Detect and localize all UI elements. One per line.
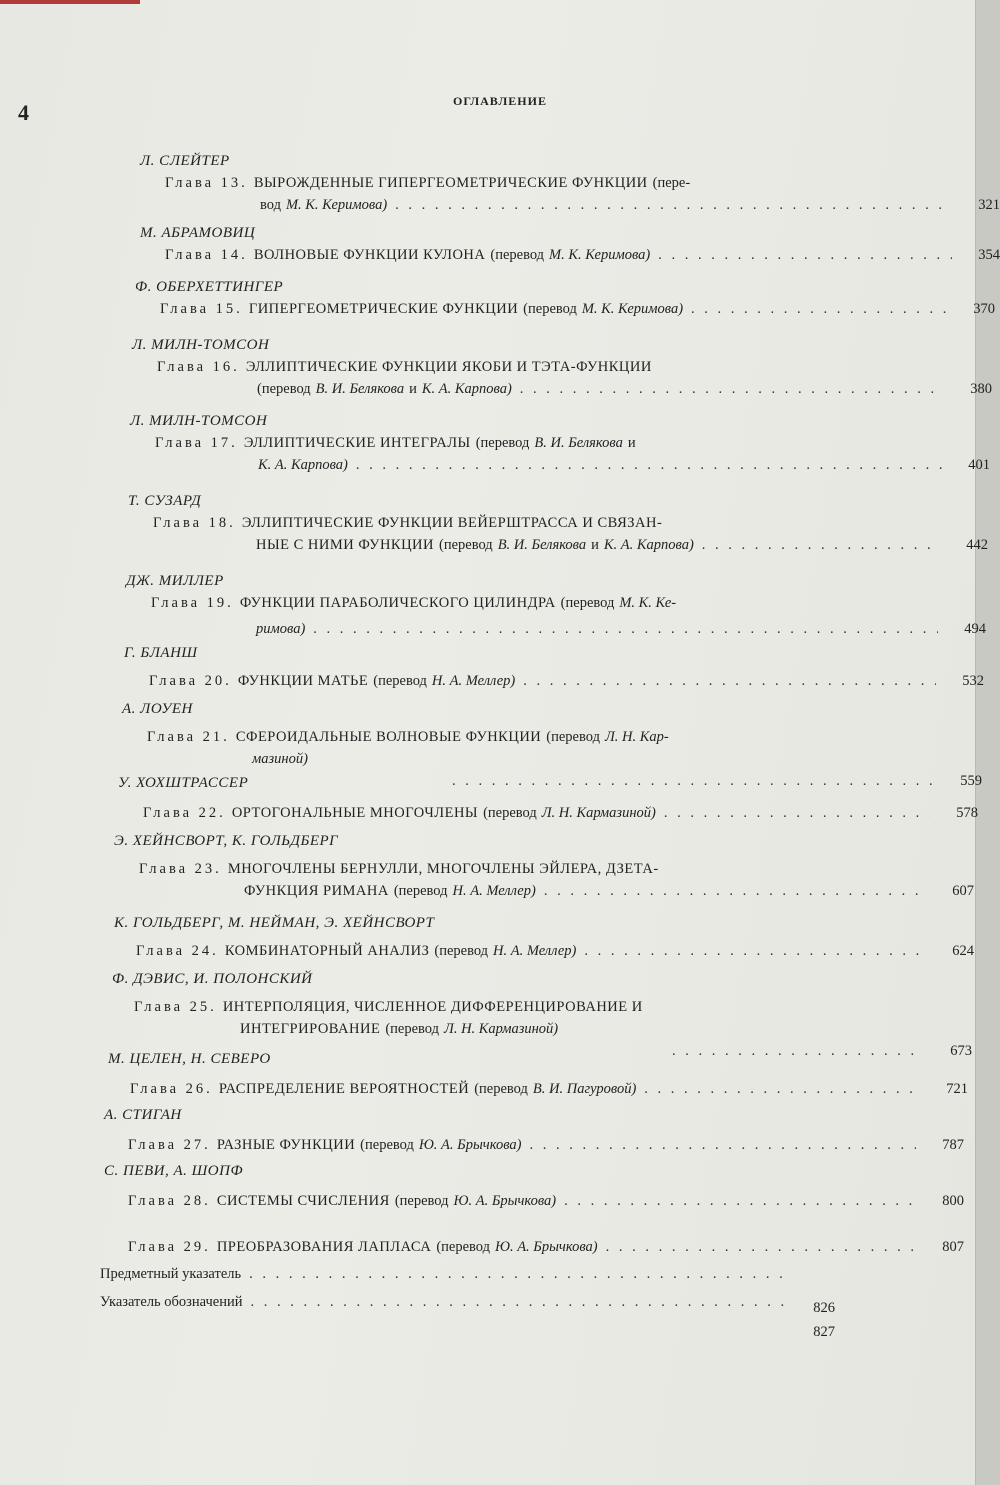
chapter-title: ВОЛНОВЫЕ ФУНКЦИИ КУЛОНА (253, 247, 486, 263)
chapter-title: ЭЛЛИПТИЧЕСКИЕ ИНТЕГРАЛЫ (243, 435, 471, 451)
chapter-title: ФУНКЦИИ ПАРАБОЛИЧЕСКОГО ЦИЛИНДРА (239, 595, 556, 611)
translator: (перевод (393, 883, 448, 899)
chapter-label: Глава 25. (134, 999, 217, 1015)
chapter-label: Глава 27. (128, 1137, 211, 1153)
translator-name: К. А. Карпова) (421, 381, 512, 397)
toc-entry-20[interactable] (124, 642, 984, 692)
page-ref: 827 (813, 1324, 835, 1340)
translator: (перевод (475, 435, 530, 451)
page-ref: 321 (978, 197, 1000, 213)
page-ref: 354 (978, 247, 1000, 263)
translator-name: мазиной) (252, 751, 308, 767)
page-ref: 721 (946, 1081, 968, 1097)
chapter-title: ФУНКЦИИ МАТЬЕ (237, 673, 369, 689)
translator: (перевод (560, 595, 615, 611)
page-ref: 401 (968, 457, 990, 473)
chapter-title: ГИПЕРГЕОМЕТРИЧЕСКИЕ ФУНКЦИИ (248, 301, 519, 317)
entry-author: К. ГОЛЬДБЕРГ, М. НЕЙМАН, Э. ХЕЙНСВОРТ (114, 915, 435, 931)
translator-name: К. А. Карпова) (603, 537, 694, 553)
toc-entry-26[interactable] (108, 1048, 968, 1100)
entry-author: Л. МИЛН-ТОМСОН (130, 413, 268, 429)
entry-author: А. ЛОУЕН (122, 701, 193, 717)
page-ref: 380 (970, 381, 992, 397)
chapter-label: Глава 28. (128, 1193, 211, 1209)
toc-entry-15[interactable] (135, 276, 995, 320)
page-ref: 532 (962, 673, 984, 689)
translator-name: М. К. Керимова) (581, 301, 684, 317)
translator: (перевод (373, 673, 427, 689)
entry-author: У. ХОХШТРАССЕР (118, 775, 249, 791)
page-ref: 370 (973, 301, 995, 317)
translator-name: Н. А. Меллер) (452, 883, 536, 899)
chapter-label: Глава 13. (165, 175, 248, 191)
chapter-label: Глава 14. (165, 247, 248, 263)
chapter-title: ПРЕОБРАЗОВАНИЯ ЛАПЛАСА (216, 1239, 432, 1255)
toc-entry-19[interactable] (126, 570, 986, 640)
toc-entry-18[interactable] (128, 490, 988, 556)
translator: (перевод (523, 301, 577, 317)
translator-name: К. А. Карпова) (258, 457, 348, 473)
translator-name: М. К. Ке- (619, 595, 677, 611)
translator-name: Н. А. Меллер) (431, 673, 516, 689)
page-ref: 826 (813, 1300, 835, 1316)
entry-author: М. ЦЕЛЕН, Н. СЕВЕРО (108, 1051, 271, 1067)
translator-name: Ю. А. Брычкова) (453, 1193, 557, 1209)
toc-entry-22[interactable] (118, 772, 978, 824)
translator: (перевод (394, 1193, 449, 1209)
page-ref: 559 (960, 773, 982, 789)
translator: (перевод (434, 943, 489, 959)
translator-name: В. И. Белякова (315, 381, 405, 397)
chapter-title: РАЗНЫЕ ФУНКЦИИ (216, 1137, 356, 1153)
entry-author: С. ПЕВИ, А. ШОПФ (104, 1163, 244, 1179)
chapter-title: МНОГОЧЛЕНЫ БЕРНУЛЛИ, МНОГОЧЛЕНЫ ЭЙЛЕРА, ДЗЕТА- (227, 861, 659, 877)
toc-entry-17[interactable] (130, 410, 990, 476)
translator-name: В. И. Белякова (534, 435, 623, 451)
chapter-label: Глава 26. (130, 1081, 213, 1097)
translator-and: и (627, 435, 636, 451)
entry-author: Л. СЛЕЙТЕР (140, 153, 230, 169)
entry-author: Ф. ДЭВИС, И. ПОЛОНСКИЙ (112, 971, 313, 987)
translator: (перевод (360, 1137, 414, 1153)
chapter-title-cont: НЫЕ С НИМИ ФУНКЦИИ (256, 537, 435, 553)
entry-author: М. АБРАМОВИЦ (140, 225, 256, 241)
chapter-label: Глава 16. (157, 359, 240, 375)
chapter-title: ЭЛЛИПТИЧЕСКИЕ ФУНКЦИИ ЯКОБИ И ТЭТА-ФУНКЦИИ (245, 359, 652, 375)
translator: (перевод (474, 1081, 528, 1097)
entry-author: Г. БЛАНШ (124, 645, 198, 661)
chapter-label: Глава 18. (153, 515, 236, 531)
subject-index-label: Предметный указатель (100, 1266, 242, 1282)
entry-author: Э. ХЕЙНСВОРТ, К. ГОЛЬДБЕРГ (114, 833, 339, 849)
chapter-title: ОРТОГОНАЛЬНЫЕ МНОГОЧЛЕНЫ (231, 805, 479, 821)
chapter-label: Глава 21. (147, 729, 230, 745)
notation-index-entry[interactable] (100, 1294, 835, 1340)
translator-name: Н. А. Меллер) (493, 943, 577, 959)
translator: вод (260, 197, 281, 213)
chapter-title: ИНТЕРПОЛЯЦИЯ, ЧИСЛЕННОЕ ДИФФЕРЕНЦИРОВАНИЕ И (222, 999, 643, 1015)
entry-author: А. СТИГАН (104, 1107, 182, 1123)
translator-name: Л. Н. Кармазиной) (541, 805, 656, 821)
page-ref: 787 (942, 1137, 964, 1153)
chapter-label: Глава 19. (151, 595, 234, 611)
translator-name: Л. Н. Кар- (604, 729, 669, 745)
chapter-title: СИСТЕМЫ СЧИСЛЕНИЯ (216, 1193, 390, 1209)
notation-index-label: Указатель обозначений (100, 1294, 243, 1310)
entry-author: ДЖ. МИЛЛЕР (126, 573, 224, 589)
translator: (перевод (546, 729, 600, 745)
chapter-title: СФЕРОИДАЛЬНЫЕ ВОЛНОВЫЕ ФУНКЦИИ (235, 729, 542, 745)
translator: (перевод (436, 1239, 490, 1255)
chapter-label: Глава 23. (139, 861, 222, 877)
translator-name: М. К. Керимова) (285, 197, 388, 213)
chapter-label: Глава 24. (136, 943, 219, 959)
translator: (перевод (483, 805, 537, 821)
translator: (перевод (439, 537, 493, 553)
toc-entry-23[interactable] (114, 830, 974, 902)
page-ref: 494 (964, 621, 986, 637)
chapter-title-cont: ИНТЕГРИРОВАНИЕ (240, 1021, 381, 1037)
translator-name: римова) (256, 621, 306, 637)
translator-name: Ю. А. Брычкова) (494, 1239, 598, 1255)
entry-author: Т. СУЗАРД (128, 493, 202, 509)
page-ref: 442 (966, 537, 988, 553)
toc-entry-13[interactable] (140, 150, 1000, 216)
chapter-label: Глава 22. (143, 805, 226, 821)
translator-and: и (409, 381, 417, 397)
chapter-title: ЭЛЛИПТИЧЕСКИЕ ФУНКЦИИ ВЕЙЕРШТРАССА И СВЯЗАН- (241, 515, 663, 531)
translator: (перевод (257, 381, 311, 397)
page-ref: 800 (942, 1193, 964, 1209)
page-header: ОГЛАВЛЕНИЕ (453, 94, 547, 108)
chapter-label: Глава 15. (160, 301, 243, 317)
translator-and: и (591, 537, 599, 553)
page-ref: 607 (952, 883, 974, 899)
page-ref: 673 (950, 1043, 972, 1059)
entry-author: Ф. ОБЕРХЕТТИНГЕР (135, 279, 284, 295)
chapter-label: Глава 20. (149, 673, 232, 689)
cover-edge (0, 0, 140, 4)
chapter-label: Глава 17. (155, 435, 238, 451)
translator-name: В. И. Белякова (497, 537, 587, 553)
translator-name: М. К. Керимова) (549, 247, 651, 263)
toc-entry-14[interactable] (140, 222, 1000, 266)
page-ref: 578 (956, 805, 978, 821)
entry-author: Л. МИЛН-ТОМСОН (132, 337, 270, 353)
translator: (перевод (490, 247, 545, 263)
translator-name: Ю. А. Брычкова) (418, 1137, 522, 1153)
translator: (пере- (652, 175, 691, 191)
chapter-title-cont: ФУНКЦИЯ РИМАНА (244, 883, 389, 899)
page-ref: 807 (942, 1239, 964, 1255)
toc-entry-27[interactable] (104, 1104, 964, 1156)
page-number: 4 (18, 100, 29, 125)
translator-name: В. И. Пагуровой) (532, 1081, 637, 1097)
chapter-title: КОМБИНАТОРНЫЙ АНАЛИЗ (224, 943, 430, 959)
page-ref: 624 (952, 943, 974, 959)
toc-entry-28[interactable] (104, 1160, 964, 1212)
toc-entry-16[interactable] (132, 334, 992, 400)
chapter-title: РАСПРЕДЕЛЕНИЕ ВЕРОЯТНОСТЕЙ (218, 1081, 470, 1097)
chapter-label: Глава 29. (128, 1239, 211, 1255)
translator: (перевод (385, 1021, 439, 1037)
chapter-title: ВЫРОЖДЕННЫЕ ГИПЕРГЕОМЕТРИЧЕСКИЕ ФУНКЦИИ (253, 175, 648, 191)
translator-name: Л. Н. Кармазиной) (444, 1021, 559, 1037)
toc-entry-24[interactable] (114, 912, 974, 962)
